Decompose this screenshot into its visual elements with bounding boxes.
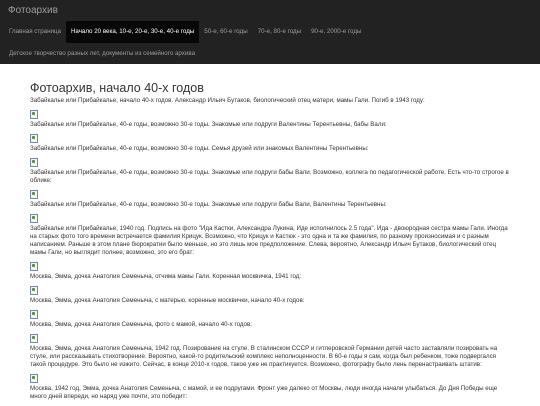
photo-caption: Забайкалье или Прибайкалье, 40-е годы, возможно 30-е годы. Знакомые или подруги бабы Вали. Возможно, коллега по педагогической работе. Есть что-то строгое в облике: (30, 169, 509, 184)
intro-caption: Забайкалье или Прибайкалье, начало 40-х годов. Александр Ильич Бутаков, биологический отец матери, мамы Гали. Погиб в 1943 году: (30, 97, 425, 104)
photo-caption: Москва, 1942 год, Эмма, дочка Анатолия Семеныча, с мамой, и ее подругами. Фронт уже далеко от Москвы, люди иногда начали улыбаться. До Дня Победы еще много дней впереди, но наряд уже почти, это победит: (30, 385, 498, 400)
photo-entry (30, 214, 510, 257)
nav-item-70s-80s[interactable]: 70-е, 80-е годы (257, 28, 302, 35)
photo-entry (30, 110, 510, 129)
photo-entry (30, 134, 510, 153)
main-nav (4, 21, 366, 43)
broken-image-icon[interactable] (30, 262, 37, 269)
broken-image-icon[interactable] (30, 214, 37, 221)
nav-item-early-20th-century[interactable]: Начало 20 века, 10-е, 20-е, 30-е, 40-е годы (66, 21, 199, 43)
nav-item-50s-60s[interactable]: 50-е, 60-е годы (204, 28, 248, 35)
page-title: Фотоархив, начало 40-х годов (30, 81, 204, 95)
photo-caption: Забайкалье или Прибайкалье, 40-е годы, возможно 30-е годы. Знакомые или подруги бабы Вали, Валентины Терентьевны: (30, 201, 387, 208)
nav-item-home[interactable]: Главная страница (9, 28, 61, 35)
site-brand-link[interactable]: Фотоархив (8, 5, 58, 16)
top-navbar (0, 0, 540, 64)
broken-image-icon[interactable] (30, 334, 37, 341)
photo-entry (30, 262, 510, 281)
photo-caption: Москва, Эмма, дочка Анатолия Семеныча, отчима мамы Гали. Коренная москвичка, 1941 год: (30, 273, 302, 280)
nav-item-90s-2000s[interactable]: 90-е, 2000-е годы (311, 28, 362, 35)
broken-image-icon[interactable] (30, 286, 37, 293)
main-content (0, 64, 540, 406)
broken-image-icon[interactable] (30, 310, 37, 317)
photo-entry (30, 334, 510, 369)
photo-caption: Забайкалье или Прибайкалье, 40-е годы, возможно 30-е годы. Семья друзей или знакомых Валентины Терентьевны: (30, 145, 369, 152)
photo-entry (30, 190, 510, 209)
broken-image-icon[interactable] (30, 110, 37, 117)
broken-image-icon[interactable] (30, 190, 37, 197)
photo-entry (30, 286, 510, 305)
nav-item-children-creativity[interactable]: Детское творчество разных лет, документы из семейного архива (9, 50, 196, 57)
photo-caption: Забайкалье или Прибайкалье, 1940 год. Подпись на фото "Ида Кастки, Александра Лукина, Иде исполнилось 2.5 года". Ида - двоюродная сестра мамы Гали. Иногда на старых фото того времени встречается фамилия Крицук. Возможно, что Крицук и Кастюк - это одна и та же фамилия, по разному произносимая и с разным написанием. Раньше в этом плане бюрократии было меньше, но это лишь мое предположение. Слева, вероятно, Александр Ильич Бутаков, биологический отец мамы Гали, но выглядит полнее, возможно, это его брат: (30, 225, 508, 256)
broken-image-icon[interactable] (30, 134, 37, 141)
photo-caption: Москва, Эмма, дочка Анатолия Семеныча, с матерью, коренные москвички, начало 40-х годов: (30, 297, 305, 304)
photo-caption: Забайкалье или Прибайкалье, 40-е годы, возможно 30-е годы. Знакомые или подруги Валентины Терентьевны, бабы Вали: (30, 121, 387, 128)
photo-entry (30, 374, 510, 401)
photo-caption: Москва, Эмма, дочка Анатолия Семеныча, фото с мамой, начало 40-х годов: (30, 321, 252, 328)
broken-image-icon[interactable] (30, 374, 37, 381)
photo-entry (30, 158, 510, 185)
broken-image-icon[interactable] (30, 158, 37, 165)
photo-caption: Москва, Эмма, дочка Анатолия Семеныча, 1942 год. Позирование на стуле. В сталинском СССР и гитлеровской Германии детей часто заставляли позировать на стуле, или рассказывать стихотворение. Вероятно, какой-то родительский комплекс неполноценности. В 60-е годы я сам, когда был ребенком, тоже подвергался такой процедуре. Это было не изжито. Сейчас, в конце 2010-х годов, такое уже не практикуется. Возможно, фотографу было лень перенастраивать штатив: (30, 345, 498, 368)
photo-entry (30, 310, 510, 329)
